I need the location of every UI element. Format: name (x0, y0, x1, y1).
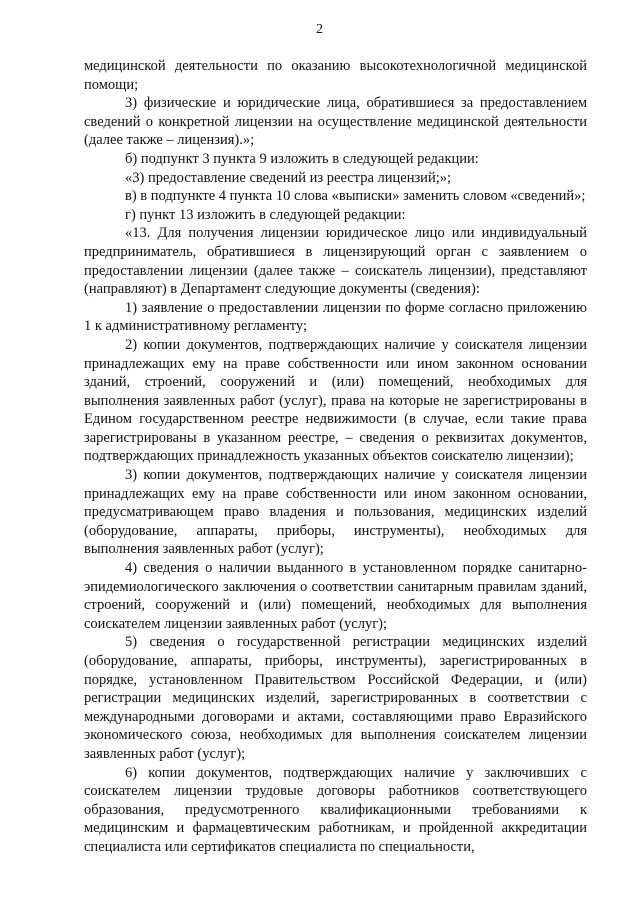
paragraph-doc-1-application: 1) заявление о предоставлении лицензии по форме согласно приложению 1 к административному регламенту; (84, 299, 587, 335)
paragraph-item-3-persons: 3) физические и юридические лица, обратившиеся за предоставлением сведений о конкретной лицензии на осуществление медицинской деятельности (далее также – лицензия).»; (84, 95, 587, 149)
paragraph-doc-3-equipment: 3) копии документов, подтверждающих наличие у соискателя лицензии принадлежащих ему на праве собственности или ином законном основании, предусматривающем право владения и пользования, медицинских изделий (оборудование, аппараты, приборы, инструменты), необходимых для выполнения заявленных работ (услуг); (84, 467, 587, 558)
paragraph-amendment-v: в) в подпункте 4 пункта 10 слова «выписки» заменить словом «сведений»; (125, 188, 586, 205)
paragraph-amendment-g: г) пункт 13 изложить в следующей редакции: (125, 206, 406, 223)
paragraph-doc-2-premises: 2) копии документов, подтверждающих наличие у соискателя лицензии принадлежащих ему на праве собственности или ином законном основании зданий, строений, сооружений и (или) помещений, необходимых для выполнения заявленных работ (услуг), права на которые не зарегистрированы в Едином государственном реестре недвижимости (в случае, если такие права зарегистрированы в указанном реестре, – сведения о реквизитах документов, подтверждающих принадлежность указанных объектов соискателю лицензии); (84, 336, 587, 465)
document-body (84, 57, 587, 857)
paragraph-amendment-b: б) подпункт 3 пункта 9 изложить в следующей редакции: (125, 150, 479, 167)
paragraph-intro-continuation: медицинской деятельности по оказанию высокотехнологичной медицинской помощи; (84, 58, 587, 93)
paragraph-item-3-registry: «3) предоставление сведений из реестра лицензий;»; (125, 169, 452, 186)
page-number: 2 (316, 22, 323, 37)
paragraph-doc-4-sanitary: 4) сведения о наличии выданного в установленном порядке санитарно-эпидемиологического заключения о соответствии санитарным правилам зданий, строений, сооружений и (или) помещений, необходимых для выполнения соискателем лицензии заявленных работ (услуг); (84, 560, 587, 632)
paragraph-doc-6-staff: 6) копии документов, подтверждающих наличие у заключивших с соискателем лицензии трудовые договоры работников соответствующего образования, предусмотренного квалификационными требованиями к медицинским и фармацевтическим работникам, и пройденной аккредитации специалиста или сертификатов специалиста по специальности, (84, 764, 587, 855)
paragraph-doc-5-registration: 5) сведения о государственной регистрации медицинских изделий (оборудование, аппараты, приборы, инструменты), зарегистрированных в порядке, установленном Правительством Российской Федерации, и (или) регистрации медицинских изделий, зарегистрированных в соответствии с международными договорами и актами, составляющими право Евразийского экономического союза, необходимых для выполнения соискателем лицензии заявленных работ (услуг); (84, 634, 587, 762)
paragraph-clause-13: «13. Для получения лицензии юридическое лицо или индивидуальный предприниматель, обратившиеся в лицензирующий орган с заявлением о предоставлении лицензии (далее также – соискатель лицензии), представляют (направляют) в Департамент следующие документы (сведения): (84, 225, 587, 298)
